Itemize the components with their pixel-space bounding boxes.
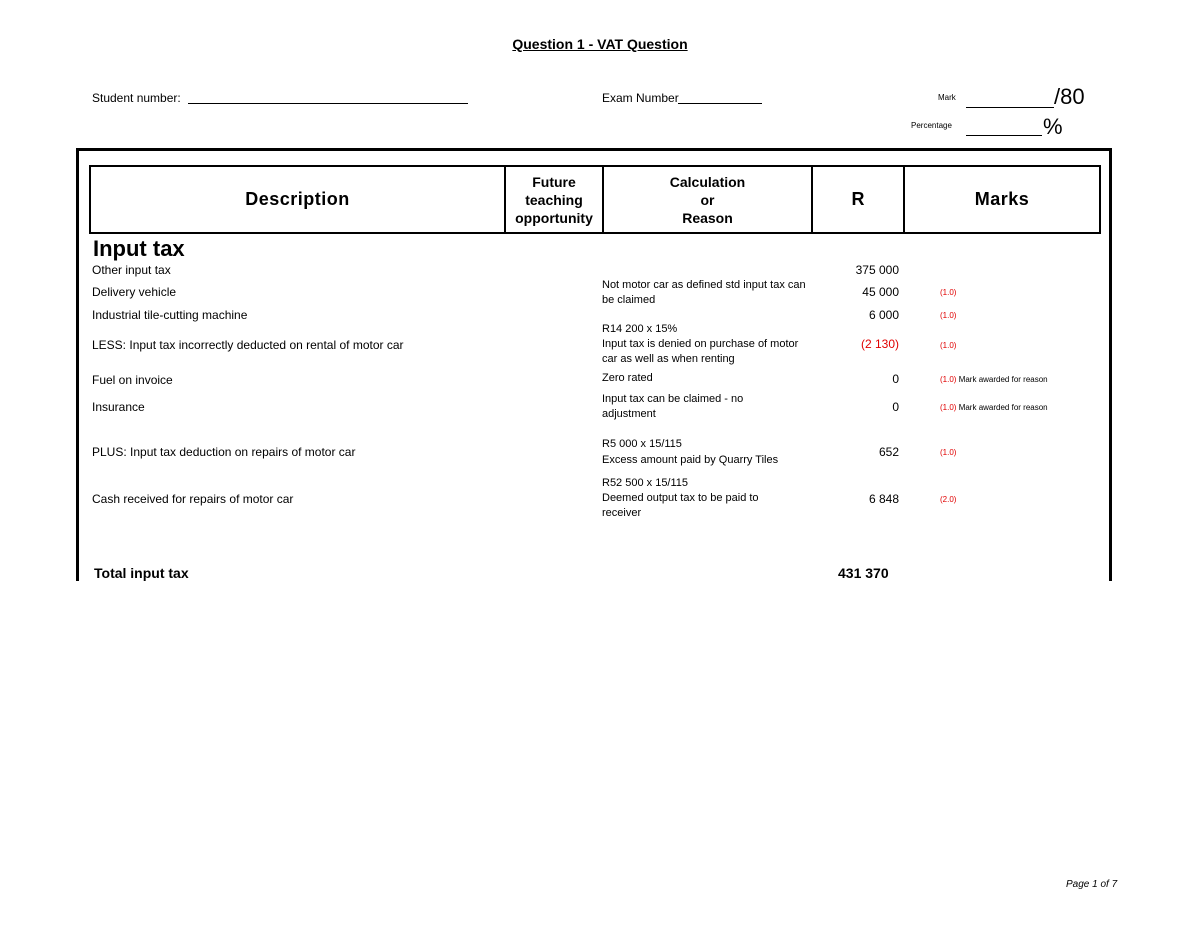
student-number-label: Student number: — [92, 91, 181, 105]
row-description: Industrial tile-cutting machine — [92, 308, 248, 322]
row-mark: (1.0) — [940, 341, 957, 350]
row-description: Delivery vehicle — [92, 285, 177, 299]
page-number: Page 1 of 7 — [1066, 879, 1118, 890]
row-mark: (2.0) — [940, 495, 957, 504]
row-mark-note: Mark awarded for reason — [958, 403, 1048, 412]
row-description: Fuel on invoice — [92, 373, 173, 387]
total-label: Total input tax — [94, 565, 189, 581]
row-amount: 45 000 — [862, 285, 899, 299]
row-calculation-reason: Deemed output tax to be paid to receiver — [602, 492, 759, 519]
frame-left-border — [76, 148, 79, 581]
row-mark-group — [940, 403, 1048, 412]
row-calculation-reason: Input tax is denied on purchase of motor car as well as when renting — [602, 338, 799, 365]
page-title: Question 1 - VAT Question — [512, 36, 688, 52]
row-calculation: Input tax can be claimed - no adjustment — [602, 393, 744, 420]
section-title: Input tax — [93, 236, 185, 261]
row-calculation: Not motor car as defined std input tax can be claimed — [602, 279, 806, 306]
total-value: 431 370 — [838, 565, 889, 581]
column-description: Description — [90, 166, 505, 233]
frame-top-border — [76, 148, 1112, 151]
row-amount: 0 — [892, 372, 899, 386]
percentage-label: Percentage — [911, 121, 952, 130]
row-amount: 6 848 — [868, 492, 899, 506]
column-future-teaching: Future teaching opportunity — [505, 166, 603, 233]
student-number-field[interactable] — [188, 92, 468, 104]
row-amount: 0 — [892, 400, 899, 414]
row-description: PLUS: Input tax deduction on repairs of motor car — [92, 445, 356, 459]
row-mark: (1.0) — [940, 288, 957, 297]
row-mark: (1.0) — [940, 448, 957, 457]
row-mark-group — [940, 375, 1048, 384]
row-mark: (1.0) — [940, 403, 957, 412]
row-calculation-reason: Excess amount paid by Quarry Tiles — [602, 454, 779, 466]
row-amount: (2 130) — [860, 337, 899, 351]
row-mark: (1.0) — [940, 311, 957, 320]
row-calculation-formula: R14 200 x 15% — [602, 323, 678, 335]
row-calculation: Zero rated — [602, 372, 653, 384]
percentage-field[interactable] — [966, 120, 1042, 136]
exam-number-field[interactable] — [678, 92, 762, 104]
column-marks: Marks — [904, 166, 1100, 233]
percentage-symbol: % — [1043, 114, 1063, 139]
row-amount: 375 000 — [855, 263, 899, 277]
row-amount: 6 000 — [868, 308, 899, 322]
row-mark: (1.0) — [940, 375, 957, 384]
row-description: Other input tax — [92, 263, 171, 277]
column-r: R — [812, 166, 904, 233]
exam-number-label: Exam Number — [602, 91, 679, 105]
row-calculation-formula: R52 500 x 15/115 — [602, 477, 689, 489]
row-calculation-formula: R5 000 x 15/115 — [602, 438, 682, 450]
column-calculation: Calculation or Reason — [603, 166, 812, 233]
mark-total: /80 — [1054, 84, 1085, 109]
row-mark-note: Mark awarded for reason — [958, 375, 1048, 384]
frame-right-border — [1109, 148, 1112, 581]
column-header-table — [89, 165, 1101, 234]
mark-field[interactable] — [966, 92, 1054, 108]
mark-label: Mark — [938, 93, 956, 102]
row-amount: 652 — [878, 445, 899, 459]
row-description: LESS: Input tax incorrectly deducted on rental of motor car — [92, 338, 404, 352]
row-description: Cash received for repairs of motor car — [92, 492, 294, 506]
row-description: Insurance — [92, 400, 145, 414]
